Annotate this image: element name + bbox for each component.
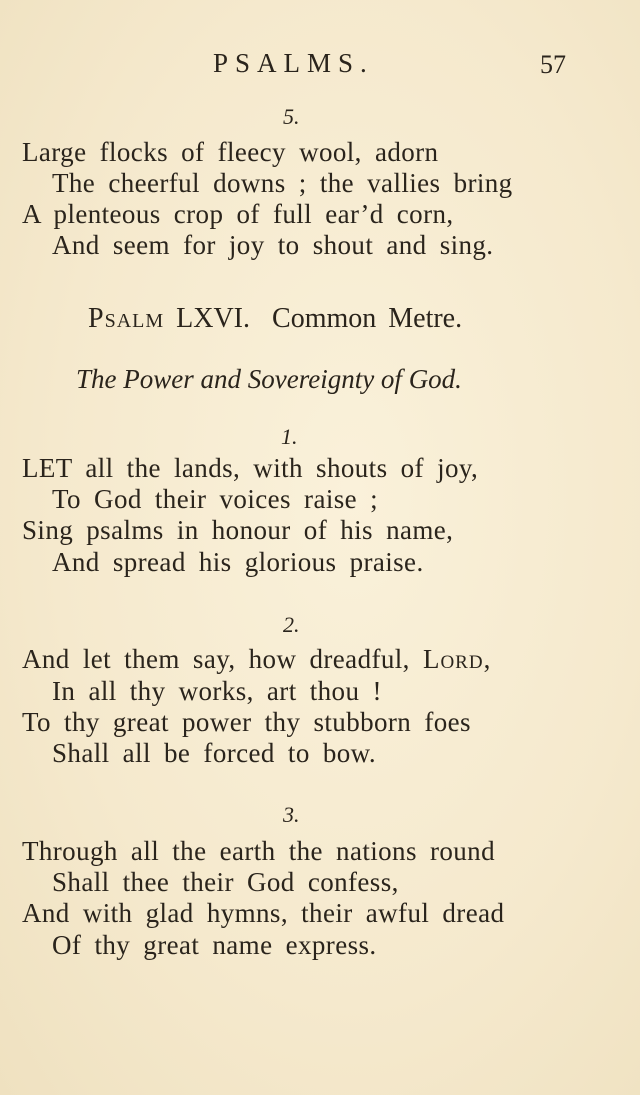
stanza-number: 2. <box>283 612 300 637</box>
verse-line: And spread his glorious praise. <box>52 547 424 577</box>
stanza-number: 1. <box>281 424 298 449</box>
psalm-heading <box>88 303 462 335</box>
lord-word: Lord <box>422 644 484 674</box>
psalm-word: Psalm <box>88 303 165 334</box>
verse-line: Shall thee their God confess, <box>52 867 399 897</box>
verse-line: To God their voices raise ; <box>52 484 379 514</box>
verse-line-start: And let them say, how dreadful, <box>22 644 423 674</box>
verse-line: LET all the lands, with shouts of joy, <box>22 453 479 483</box>
stanza-number: 5. <box>283 104 300 129</box>
verse-line: Of thy great name express. <box>52 930 377 960</box>
psalm-subtitle: The Power and Sovereignty of God. <box>76 364 462 394</box>
page-number: 57 <box>540 50 566 79</box>
verse-line: A plenteous crop of full ear’d corn, <box>22 199 454 229</box>
stanza-number: 3. <box>283 802 300 827</box>
verse-line: The cheerful downs ; the vallies bring <box>52 168 513 198</box>
verse-line: Large flocks of fleecy wool, adorn <box>22 137 439 167</box>
psalm-numeral: LXVI. <box>176 303 251 334</box>
verse-line: And with glad hymns, their awful dread <box>22 898 505 928</box>
verse-line: To thy great power thy stubborn foes <box>22 707 471 737</box>
running-title: PSALMS. <box>213 48 374 78</box>
verse-line: And seem for joy to shout and sing. <box>52 230 494 260</box>
verse-line: Shall all be forced to bow. <box>52 738 376 768</box>
verse-line: Sing psalms in honour of his name, <box>22 515 454 545</box>
verse-line: Through all the earth the nations round <box>22 836 495 866</box>
verse-line: In all thy works, art thou ! <box>52 676 382 706</box>
verse-line <box>22 644 491 675</box>
verse-line-end: , <box>483 644 491 674</box>
psalm-metre: Common Metre. <box>272 303 463 334</box>
